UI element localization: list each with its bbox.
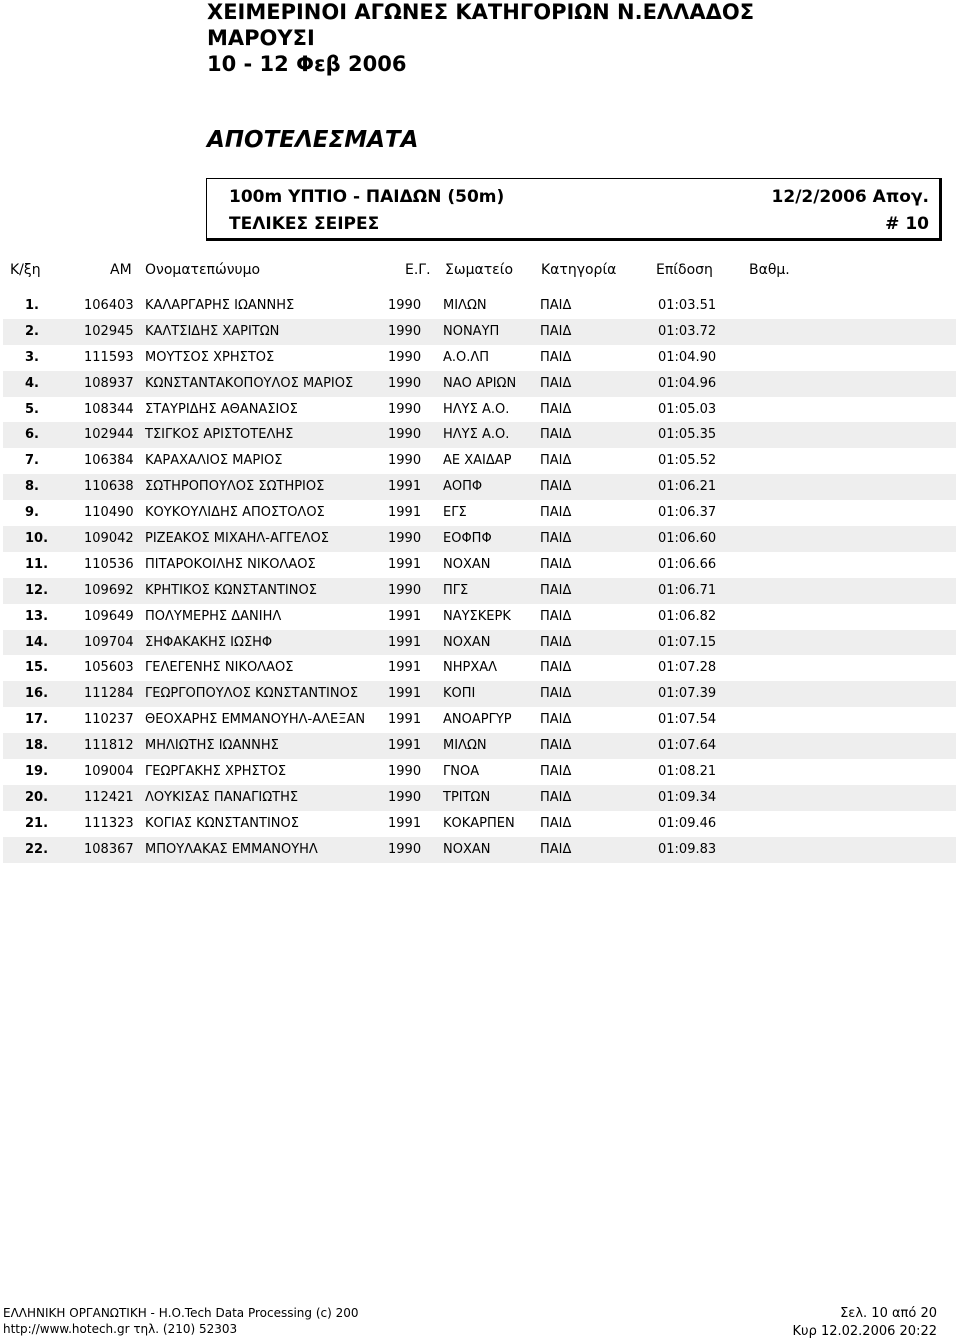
row-name: ΚΑΛΤΣΙΔΗΣ ΧΑΡΙΤΩΝ — [145, 323, 280, 339]
row-rank: 16. — [25, 686, 49, 702]
row-am: 108937 — [84, 375, 134, 391]
row-club: ΗΛΥΣ Α.Ο. — [443, 427, 510, 443]
row-year: 1990 — [388, 453, 422, 469]
table-row — [3, 345, 956, 371]
row-rank: 22. — [25, 841, 49, 857]
row-category: ΠΑΙΔ — [540, 634, 572, 650]
row-year: 1991 — [388, 660, 422, 676]
row-name: ΠΙΤΑΡΟΚΟΙΛΗΣ ΝΙΚΟΛΑΟΣ — [145, 556, 316, 572]
row-time: 01:09.83 — [658, 841, 717, 857]
table-row — [3, 759, 956, 785]
row-am: 111593 — [84, 349, 134, 365]
row-rank: 8. — [25, 479, 39, 495]
event-number: # 10 — [885, 214, 929, 234]
table-row — [3, 500, 956, 526]
row-year: 1991 — [388, 815, 422, 831]
row-name: ΛΟΥΚΙΣΑΣ ΠΑΝΑΓΙΩΤΗΣ — [145, 789, 299, 805]
table-row — [3, 837, 956, 863]
row-time: 01:07.15 — [658, 634, 717, 650]
row-year: 1991 — [388, 479, 422, 495]
row-am: 106384 — [84, 453, 134, 469]
row-time: 01:06.66 — [658, 556, 717, 572]
event-stage: ΤΕΛΙΚΕΣ ΣΕΙΡΕΣ — [229, 214, 380, 234]
row-name: ΣΗΦΑΚΑΚΗΣ ΙΩΣΗΦ — [145, 634, 273, 650]
table-row — [3, 785, 956, 811]
row-name: ΚΟΥΚΟΥΛΙΔΗΣ ΑΠΟΣΤΟΛΟΣ — [145, 505, 325, 521]
row-year: 1990 — [388, 789, 422, 805]
row-time: 01:09.46 — [658, 815, 717, 831]
row-category: ΠΑΙΔ — [540, 686, 572, 702]
row-time: 01:08.21 — [658, 764, 717, 780]
row-am: 102945 — [84, 323, 134, 339]
row-year: 1990 — [388, 427, 422, 443]
row-name: ΣΤΑΥΡΙΔΗΣ ΑΘΑΝΑΣΙΟΣ — [145, 401, 298, 417]
row-time: 01:07.28 — [658, 660, 717, 676]
row-am: 108344 — [84, 401, 134, 417]
row-category: ΠΑΙΔ — [540, 841, 572, 857]
row-club: ΝΗΡΧΑΛ — [443, 660, 498, 676]
row-time: 01:03.51 — [658, 298, 717, 313]
row-club: ΠΓΣ — [443, 582, 469, 598]
row-rank: 13. — [25, 608, 49, 624]
row-rank: 15. — [25, 660, 49, 676]
row-club: ΑΟΠΦ — [443, 479, 483, 495]
row-category: ΠΑΙΔ — [540, 660, 572, 676]
row-time: 01:06.37 — [658, 505, 717, 521]
results-table-body — [3, 293, 956, 863]
row-year: 1990 — [388, 764, 422, 780]
results-heading: ΑΠΟΤΕΛΕΣΜΑΤΑ — [207, 127, 419, 153]
row-name: ΜΗΛΙΩΤΗΣ ΙΩΑΝΝΗΣ — [145, 738, 279, 754]
row-category: ΠΑΙΔ — [540, 764, 572, 780]
table-row — [3, 681, 956, 707]
table-row — [3, 319, 956, 345]
row-rank: 6. — [25, 427, 39, 443]
table-row — [3, 448, 956, 474]
row-time: 01:07.39 — [658, 686, 717, 702]
row-time: 01:09.34 — [658, 789, 717, 805]
row-year: 1991 — [388, 686, 422, 702]
table-row — [3, 604, 956, 630]
row-name: ΓΕΩΡΓΟΠΟΥΛΟΣ ΚΩΝΣΤΑΝΤΙΝΟΣ — [145, 686, 359, 702]
row-rank: 7. — [25, 453, 39, 469]
row-club: ΝΑΟ ΑΡΙΩΝ — [443, 375, 517, 391]
row-category: ΠΑΙΔ — [540, 582, 572, 598]
row-am: 109692 — [84, 582, 134, 598]
row-time: 01:06.60 — [658, 531, 717, 547]
row-category: ΠΑΙΔ — [540, 608, 572, 624]
col-category-header: Κατηγορία — [541, 262, 617, 278]
row-club: ΤΡΙΤΩΝ — [443, 789, 491, 805]
row-time: 01:03.72 — [658, 323, 717, 339]
row-rank: 19. — [25, 764, 49, 780]
row-rank: 10. — [25, 531, 49, 547]
row-category: ΠΑΙΔ — [540, 453, 572, 469]
footer-contact: http://www.hotech.gr τηλ. (210) 52303 — [3, 1322, 238, 1336]
row-name: ΤΣΙΓΚΟΣ ΑΡΙΣΤΟΤΕΛΗΣ — [145, 427, 294, 443]
table-row — [3, 733, 956, 759]
row-time: 01:05.52 — [658, 453, 717, 469]
row-am: 110490 — [84, 505, 134, 521]
row-club: ΝΑΥΣΚΕΡΚ — [443, 608, 511, 624]
row-year: 1990 — [388, 298, 422, 313]
row-category: ΠΑΙΔ — [540, 505, 572, 521]
row-category: ΠΑΙΔ — [540, 298, 572, 313]
row-category: ΠΑΙΔ — [540, 738, 572, 754]
table-row — [3, 526, 956, 552]
row-time: 01:04.96 — [658, 375, 717, 391]
row-category: ΠΑΙΔ — [540, 556, 572, 572]
row-club: ΚΟΠΙ — [443, 686, 476, 702]
row-club: ΜΙΛΩΝ — [443, 738, 487, 754]
col-name-header: Ονοματεπώνυμο — [145, 262, 261, 278]
footer-organizer: ΕΛΛΗΝΙΚΗ ΟΡΓΑΝΩΤΙΚΗ - Η.Ο.Tech Data Processing (c) 200 — [3, 1306, 359, 1320]
row-rank: 17. — [25, 712, 49, 728]
table-row — [3, 811, 956, 837]
competition-title: ΧΕΙΜΕΡΙΝΟΙ ΑΓΩΝΕΣ ΚΑΤΗΓΟΡΙΩΝ Ν.ΕΛΛΑΔΟΣ — [207, 0, 755, 24]
row-am: 110237 — [84, 712, 134, 728]
row-name: ΓΕΛΕΓΕΝΗΣ ΝΙΚΟΛΑΟΣ — [145, 660, 294, 676]
row-year: 1991 — [388, 556, 422, 572]
row-category: ΠΑΙΔ — [540, 531, 572, 547]
event-name: 100m ΥΠΤΙΟ - ΠΑΙΔΩΝ (50m) — [229, 187, 505, 207]
row-category: ΠΑΙΔ — [540, 401, 572, 417]
row-rank: 20. — [25, 789, 49, 805]
row-rank: 9. — [25, 505, 39, 521]
row-club: ΕΓΣ — [443, 505, 467, 521]
row-name: ΜΟΥΤΣΟΣ ΧΡΗΣΤΟΣ — [145, 349, 275, 365]
row-name: ΓΕΩΡΓΑΚΗΣ ΧΡΗΣΤΟΣ — [145, 764, 287, 780]
row-name: ΘΕΟΧΑΡΗΣ ΕΜΜΑΝΟΥΗΛ-ΑΛΕΞΑΝ — [145, 712, 366, 728]
row-club: Α.Ο.ΛΠ — [443, 349, 490, 365]
row-time: 01:04.90 — [658, 349, 717, 365]
row-time: 01:05.35 — [658, 427, 717, 443]
row-am: 110638 — [84, 479, 134, 495]
table-row — [3, 552, 956, 578]
row-rank: 11. — [25, 556, 49, 572]
row-category: ΠΑΙΔ — [540, 479, 572, 495]
row-am: 111284 — [84, 686, 134, 702]
row-category: ΠΑΙΔ — [540, 427, 572, 443]
row-time: 01:07.64 — [658, 738, 717, 754]
row-club: ΕΟΦΠΦ — [443, 531, 492, 547]
row-time: 01:06.82 — [658, 608, 717, 624]
row-year: 1991 — [388, 505, 422, 521]
table-row — [3, 371, 956, 397]
row-name: ΚΟΓΙΑΣ ΚΩΝΣΤΑΝΤΙΝΟΣ — [145, 815, 299, 831]
row-am: 111323 — [84, 815, 134, 831]
col-club-header: Σωματείο — [445, 262, 514, 278]
row-club: ΑΝΟΑΡΓΥΡ — [443, 712, 512, 728]
row-club: ΝΟΧΑΝ — [443, 556, 491, 572]
row-rank: 2. — [25, 323, 39, 339]
row-category: ΠΑΙΔ — [540, 375, 572, 391]
row-name: ΚΑΡΑΧΑΛΙΟΣ ΜΑΡΙΟΣ — [145, 453, 283, 469]
table-row — [3, 578, 956, 604]
event-info-box — [206, 178, 942, 241]
row-year: 1990 — [388, 582, 422, 598]
row-year: 1990 — [388, 531, 422, 547]
row-name: ΡΙΖΕΑΚΟΣ ΜΙΧΑΗΛ-ΑΓΓΕΛΟΣ — [145, 531, 329, 547]
venue-title: ΜΑΡΟΥΣΙ — [207, 26, 315, 50]
row-year: 1990 — [388, 349, 422, 365]
table-row — [3, 655, 956, 681]
row-am: 109704 — [84, 634, 134, 650]
row-year: 1991 — [388, 608, 422, 624]
row-rank: 21. — [25, 815, 49, 831]
row-rank: 3. — [25, 349, 39, 365]
row-time: 01:07.54 — [658, 712, 717, 728]
row-am: 111812 — [84, 738, 134, 754]
row-am: 106403 — [84, 298, 134, 313]
row-category: ΠΑΙΔ — [540, 815, 572, 831]
row-am: 109649 — [84, 608, 134, 624]
footer-page-number: Σελ. 10 από 20 — [840, 1306, 937, 1321]
footer-print-timestamp: Κυρ 12.02.2006 20:22 — [792, 1324, 937, 1339]
col-time-header: Επίδοση — [656, 262, 713, 278]
row-rank: 12. — [25, 582, 49, 598]
row-am: 105603 — [84, 660, 134, 676]
row-name: ΚΡΗΤΙΚΟΣ ΚΩΝΣΤΑΝΤΙΝΟΣ — [145, 582, 317, 598]
row-name: ΚΑΛΑΡΓΑΡΗΣ ΙΩΑΝΝΗΣ — [145, 298, 295, 313]
row-category: ΠΑΙΔ — [540, 789, 572, 805]
row-year: 1990 — [388, 841, 422, 857]
table-row — [3, 397, 956, 423]
row-year: 1990 — [388, 401, 422, 417]
row-am: 108367 — [84, 841, 134, 857]
row-am: 109042 — [84, 531, 134, 547]
row-club: ΜΙΛΩΝ — [443, 298, 487, 313]
row-time: 01:05.03 — [658, 401, 717, 417]
row-year: 1990 — [388, 375, 422, 391]
col-rank-header: Κ/ξη — [10, 262, 41, 278]
row-club: ΚΟΚΑΡΠΕΝ — [443, 815, 515, 831]
results-table-header — [0, 262, 960, 282]
row-club: ΝΟΧΑΝ — [443, 841, 491, 857]
dates-title: 10 - 12 Φεβ 2006 — [207, 52, 407, 76]
row-club: ΝΟΝΑΥΠ — [443, 323, 500, 339]
row-club: ΑΕ ΧΑΙΔΑΡ — [443, 453, 512, 469]
row-year: 1991 — [388, 712, 422, 728]
row-am: 109004 — [84, 764, 134, 780]
row-name: ΣΩΤΗΡΟΠΟΥΛΟΣ ΣΩΤΗΡΙΟΣ — [145, 479, 325, 495]
row-rank: 18. — [25, 738, 49, 754]
row-category: ΠΑΙΔ — [540, 323, 572, 339]
row-name: ΠΟΛΥΜΕΡΗΣ ΔΑΝΙΗΛ — [145, 608, 282, 624]
table-row — [3, 474, 956, 500]
event-date: 12/2/2006 Απογ. — [771, 187, 929, 207]
row-am: 110536 — [84, 556, 134, 572]
row-category: ΠΑΙΔ — [540, 349, 572, 365]
row-am: 102944 — [84, 427, 134, 443]
row-year: 1990 — [388, 323, 422, 339]
row-name: ΚΩΝΣΤΑΝΤΑΚΟΠΟΥΛΟΣ ΜΑΡΙΟΣ — [145, 375, 354, 391]
row-year: 1991 — [388, 738, 422, 754]
col-am-header: ΑΜ — [110, 262, 132, 278]
row-rank: 14. — [25, 634, 49, 650]
row-year: 1991 — [388, 634, 422, 650]
col-year-header: Ε.Γ. — [405, 262, 431, 278]
col-grade-header: Βαθμ. — [749, 262, 790, 278]
row-time: 01:06.21 — [658, 479, 717, 495]
table-row — [3, 293, 956, 319]
row-club: ΗΛΥΣ Α.Ο. — [443, 401, 510, 417]
row-rank: 4. — [25, 375, 39, 391]
row-rank: 5. — [25, 401, 39, 417]
table-row — [3, 707, 956, 733]
table-row — [3, 630, 956, 656]
row-time: 01:06.71 — [658, 582, 717, 598]
row-category: ΠΑΙΔ — [540, 712, 572, 728]
row-am: 112421 — [84, 789, 134, 805]
table-row — [3, 422, 956, 448]
row-club: ΓΝΟΑ — [443, 764, 480, 780]
row-name: ΜΠΟΥΛΑΚΑΣ ΕΜΜΑΝΟΥΗΛ — [145, 841, 318, 857]
row-club: ΝΟΧΑΝ — [443, 634, 491, 650]
row-rank: 1. — [25, 298, 39, 313]
